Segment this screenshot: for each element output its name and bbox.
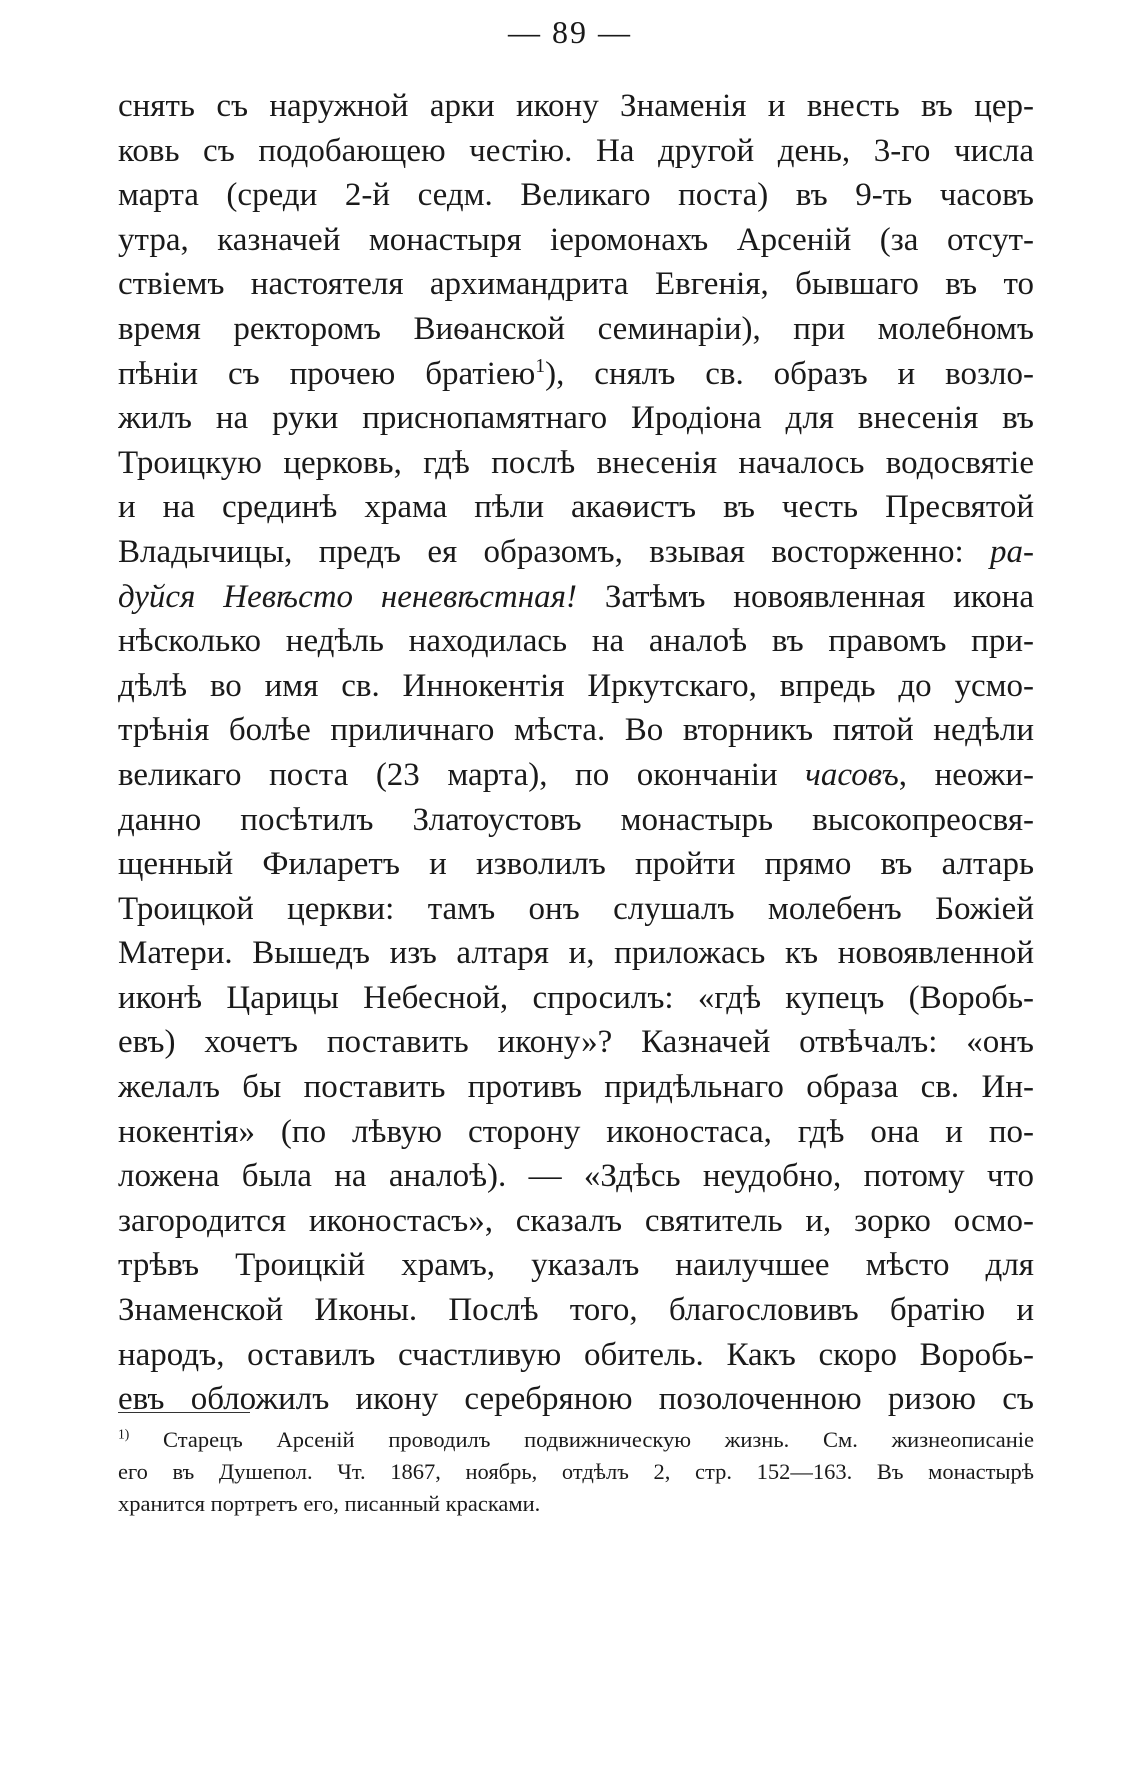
text-line: нокентія» (по лѣвую сторону иконостаса, гдѣ она и по- [118,1113,1034,1150]
text-line: Знаменской Иконы. Послѣ того, благословивъ братію и [118,1292,1034,1329]
body-text [118,84,1034,1422]
text-line: данно посѣтилъ Златоустовъ монастырь высокопреосвя- [118,801,1034,838]
text-segment: ), снялъ св. образъ и возло- [545,355,1034,392]
text-line: ствіемъ настоятеля архимандрита Евгенія, бывшаго въ то [118,266,1034,303]
text-line: ложена была на аналоѣ). — «Здѣсь неудобно, потому что [118,1158,1034,1195]
footnote-line: хранится портретъ его, писанный красками. [118,1491,541,1516]
footnote-marker: 1) [118,1426,130,1442]
text-line [118,753,1034,798]
text-line: Троицкой церкви: тамъ онъ слушалъ молебенъ Божіей [118,890,1034,927]
text-line [118,352,1034,397]
text-line: и на срединѣ храма пѣли акаѳистъ въ честь Пресвятой [118,489,1034,526]
text-line: иконѣ Царицы Небесной, спросилъ: «гдѣ купецъ (Воробь- [118,979,1034,1016]
text-line: желалъ бы поставить противъ придѣльнаго образа св. Ин- [118,1069,1034,1106]
text-line: Матери. Вышедъ изъ алтаря и, приложась къ новоявленной [118,935,1034,972]
text-line: народъ, оставилъ счастливую обитель. Какъ скоро Воробь- [118,1336,1034,1373]
text-line: дѣлѣ во имя св. Иннокентія Иркутскаго, впредь до усмо- [118,667,1034,704]
text-segment: пѣніи съ прочею братіею [118,355,536,392]
text-line: жилъ на руки приснопамятнаго Иродіона для внесенія въ [118,400,1034,437]
text-line: евъ обложилъ икону серебряною позолоченною ризою съ [118,1381,1034,1418]
text-line: загородится иконостасъ», сказалъ святитель и, зорко осмо- [118,1202,1034,1239]
italic-phrase: часовъ [805,756,899,793]
footnote-text: Старецъ Арсеній проводилъ подвижническую жизнь. См. жизнеописаніе [129,1427,1034,1452]
text-line: трѣнія болѣе приличнаго мѣста. Во вторникъ пятой недѣли [118,712,1034,749]
page-number: — 89 — [508,14,632,50]
footnotes [118,1424,1034,1520]
text-line: утра, казначей монастыря іеромонахъ Арсеній (за отсут- [118,221,1034,258]
text-segment: великаго поста (23 марта), по окончаніи [118,756,778,793]
italic-phrase: дуйся Невѣсто неневѣстная! [118,578,577,615]
footnote-line: его въ Душепол. Чт. 1867, ноябрь, отдѣлъ 2, стр. 152—163. Въ монастырѣ [118,1459,1034,1484]
footnote-divider [118,1412,250,1413]
text-line: снять съ наружной арки икону Знаменія и внесть въ цер- [118,88,1034,124]
footnote-line [118,1424,1034,1456]
text-line: евъ) хочетъ поставить икону»? Казначей отвѣчалъ: «онъ [118,1024,1034,1061]
text-segment: , неожи- [898,756,1034,793]
text-line: нѣсколько недѣль находилась на аналоѣ въ правомъ при- [118,623,1034,660]
text-line: марта (среди 2-й седм. Великаго поста) въ 9-ть часовъ [118,177,1034,214]
text-line: щенный Филаретъ и изволилъ пройти прямо въ алтарь [118,846,1034,883]
text-line: ковь съ подобающею честію. На другой день, 3-го числа [118,132,1034,169]
text-segment: Затѣмъ новоявленная икона [576,578,1034,615]
text-line [118,575,1034,620]
text-segment: Владычицы, предъ ея образомъ, взывая восторженно: [118,533,964,570]
text-line [118,530,1034,575]
italic-phrase: ра- [990,533,1034,570]
text-line: время ректоромъ Виѳанской семинаріи), при молебномъ [118,310,1034,347]
text-line: трѣвъ Троицкій храмъ, указалъ наилучшее мѣсто для [118,1247,1034,1284]
footnote-reference[interactable]: 1 [535,354,546,377]
text-line: Троицкую церковь, гдѣ послѣ внесенія началось водосвятіе [118,444,1034,481]
